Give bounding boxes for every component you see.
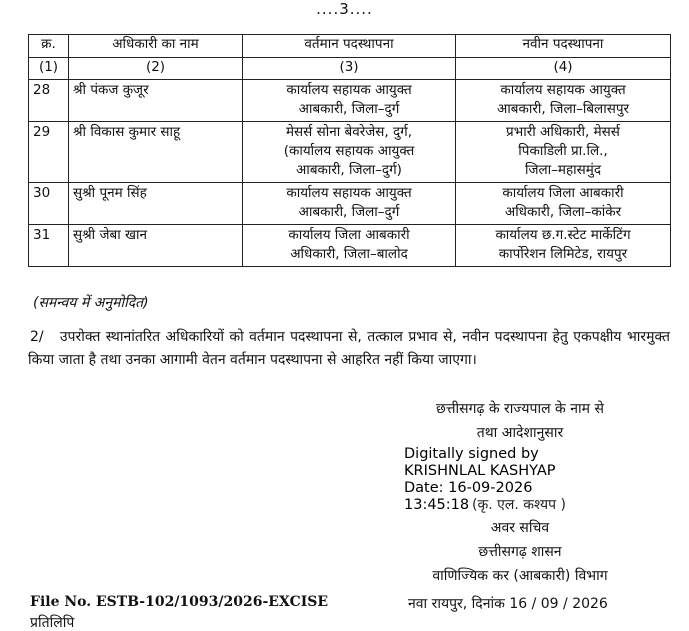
signature-date: Date: 16-09-2026 xyxy=(404,480,533,496)
order-paragraph xyxy=(28,326,670,372)
designation-block xyxy=(395,516,645,588)
order-authority-line: तथा आदेशानुसार xyxy=(476,425,564,441)
order-authority-line: छत्तीसगढ़ के राज्यपाल के नाम से xyxy=(436,401,604,417)
designation-government: छत्तीसगढ़ शासन xyxy=(478,544,562,560)
serial-number: 31 xyxy=(29,225,69,267)
current-posting: कार्यालय जिला आबकारी अधिकारी, जिला–बालोद xyxy=(243,225,456,267)
approval-note: (समन्वय में अनुमोदित) xyxy=(33,295,149,311)
officer-name: श्री पंकज कुजूर xyxy=(69,80,243,122)
officer-name: श्री विकास कुमार साहू xyxy=(69,122,243,183)
designation-title: अवर सचिव xyxy=(490,520,550,536)
file-number: File No. ESTB-102/1093/2026-EXCISE xyxy=(30,594,329,610)
signature-signer: KRISHNLAL KASHYAP xyxy=(404,463,556,479)
officer-name: सुश्री जेबा खान xyxy=(69,225,243,267)
header-serial: क्र. xyxy=(29,35,69,58)
signer-initials: (कृ. एल. कश्यप ) xyxy=(472,497,566,513)
serial-number: 29 xyxy=(29,122,69,183)
column-number: (4) xyxy=(456,58,671,80)
table-row xyxy=(29,122,671,183)
place-date: नवा रायपुर, दिनांक 16 / 09 / 2026 xyxy=(408,596,608,612)
officer-name: सुश्री पूनम सिंह xyxy=(69,183,243,225)
serial-number: 30 xyxy=(29,183,69,225)
serial-number: 28 xyxy=(29,80,69,122)
column-number-row xyxy=(29,58,671,80)
current-posting: कार्यालय सहायक आयुक्त आबकारी, जिला–दुर्ग xyxy=(243,80,456,122)
new-posting: कार्यालय जिला आबकारी अधिकारी, जिला–कांकेर xyxy=(456,183,671,225)
signature-line: Digitally signed by xyxy=(404,446,539,462)
column-number: (2) xyxy=(69,58,243,80)
header-officer-name: अधिकारी का नाम xyxy=(69,35,243,58)
page-number: ....3.... xyxy=(316,0,373,18)
header-new-posting: नवीन पदस्थापना xyxy=(456,35,671,58)
table-header-row xyxy=(29,35,671,58)
current-posting: मेसर्स सोना बेवरेजेस, दुर्ग, (कार्यालय सहायक आयुक्त आबकारी, जिला–दुर्ग) xyxy=(243,122,456,183)
paragraph-number: 2/ xyxy=(30,329,44,345)
column-number: (1) xyxy=(29,58,69,80)
transfer-table xyxy=(28,34,671,267)
paragraph-text: उपरोक्त स्थानांतरित अधिकारियों को वर्तमान पदस्थापना से, तत्काल प्रभाव से, नवीन पदस्थापना हेतु एकपक्षीय भारमुक्त किया जाता है तथा उनका आगामी वेतन वर्तमान पदस्थापना से आहरित नहीं किया जाएगा। xyxy=(28,329,670,368)
header-current-posting: वर्तमान पदस्थापना xyxy=(243,35,456,58)
designation-department: वाणिज्यिक कर (आबकारी) विभाग xyxy=(432,568,608,584)
table-row xyxy=(29,183,671,225)
column-number: (3) xyxy=(243,58,456,80)
table-row xyxy=(29,80,671,122)
table-row xyxy=(29,225,671,267)
new-posting: प्रभारी अधिकारी, मेसर्स पिकाडिली प्रा.लि., जिला–महासमुंद xyxy=(456,122,671,183)
new-posting: कार्यालय सहायक आयुक्त आबकारी, जिला–बिलासपुर xyxy=(456,80,671,122)
copy-heading-cutoff: प्रतिलिपि xyxy=(30,615,75,631)
current-posting: कार्यालय सहायक आयुक्त आबकारी, जिला–दुर्ग xyxy=(243,183,456,225)
signature-time: 13:45:18 xyxy=(404,497,470,513)
order-authority xyxy=(395,397,645,445)
new-posting: कार्यालय छ.ग.स्टेट मार्केटिंग कार्पोरेशन लिमिटेड, रायपुर xyxy=(456,225,671,267)
